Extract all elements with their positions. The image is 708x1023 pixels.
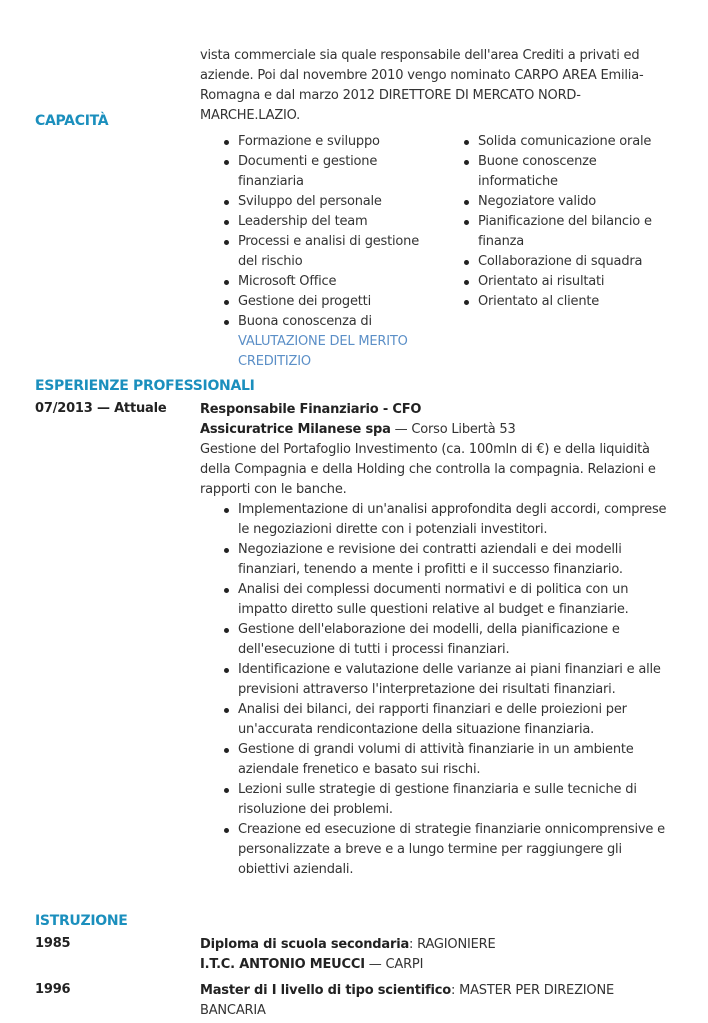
job-description: Gestione del Portafoglio Investimento (ca. 100mln di €) e della liquidità della Compagnia e della Holding che controlla la compagnia. Relazioni e rapporti con le banche. xyxy=(200,442,656,497)
education-heading: ISTRUZIONE xyxy=(35,913,128,929)
skill-prefix: Buona conoscenza di xyxy=(238,314,372,329)
degree-field: RAGIONIERE xyxy=(417,937,496,952)
education-entry xyxy=(200,981,675,1021)
company-name: Assicuratrice Milanese spa xyxy=(200,422,391,437)
job-title: Responsabile Finanziario - CFO xyxy=(200,402,422,417)
intro-paragraph xyxy=(200,46,675,126)
skill-item: Buone conoscenze informatiche xyxy=(440,152,628,192)
school-line xyxy=(200,955,675,975)
skill-item: Sviluppo del personale xyxy=(200,192,440,212)
skill-item: Microsoft Office xyxy=(200,272,440,292)
skills-list-right xyxy=(440,132,680,312)
skill-link[interactable]: VALUTAZIONE DEL MERITO CREDITIZIO xyxy=(238,334,408,369)
skill-item: Negoziatore valido xyxy=(440,192,680,212)
degree-line xyxy=(200,981,675,1021)
skill-item: Pianificazione del bilancio e finanza xyxy=(440,212,678,252)
education-entry xyxy=(200,935,675,975)
experience-heading: ESPERIENZE PROFESSIONALI xyxy=(35,378,255,394)
job-bullet: Implementazione di un'analisi approfondita degli accordi, comprese le negoziazioni dirette con i potenziali investitori. xyxy=(200,500,670,540)
company-location: Corso Libertà 53 xyxy=(411,422,516,437)
skill-item: Orientato ai risultati xyxy=(440,272,680,292)
education-year: 1996 xyxy=(35,982,71,997)
intro-line: Romagna e dal marzo 2012 DIRETTORE DI MERCATO NORD- xyxy=(200,88,581,103)
job-bullet: Lezioni sulle strategie di gestione finanziaria e sulle tecniche di risoluzione dei problemi. xyxy=(200,780,670,820)
school-separator: — xyxy=(364,957,386,972)
experience-entry xyxy=(200,400,675,880)
job-bullet: Identificazione e valutazione delle varianze ai piani finanziari e alle previsioni attraverso l'interpretazione dei risultati finanziari. xyxy=(200,660,670,700)
skills-list-left xyxy=(200,132,440,372)
school-name: I.T.C. ANTONIO MEUCCI xyxy=(200,957,365,972)
company-separator: — xyxy=(390,422,412,437)
intro-line: MARCHE.LAZIO. xyxy=(200,108,301,123)
school-city: CARPI xyxy=(385,957,424,972)
company-line xyxy=(200,420,675,440)
degree-colon: : xyxy=(450,983,460,998)
job-bullet: Gestione dell'elaborazione dei modelli, della pianificazione e dell'esecuzione di tutti i processi finanziari. xyxy=(200,620,670,660)
job-bullet: Creazione ed esecuzione di strategie finanziarie onnicomprensive e personalizzate a breve e a lungo termine per raggiungere gli obiettivi aziendali. xyxy=(200,820,670,880)
skill-item: Collaborazione di squadra xyxy=(440,252,680,272)
education-year: 1985 xyxy=(35,936,71,951)
job-bullet: Analisi dei complessi documenti normativi e di politica con un impatto diretto sulle questioni relative al budget e finanziarie. xyxy=(200,580,670,620)
degree-field: MASTER PER DIREZIONE BANCARIA xyxy=(200,983,614,1018)
job-bullet: Negoziazione e revisione dei contratti aziendali e dei modelli finanziari, tenendo a mente i profitti e il successo finanziario. xyxy=(200,540,670,580)
skill-item: Solida comunicazione orale xyxy=(440,132,680,152)
job-bullet: Gestione di grandi volumi di attività finanziarie in un ambiente aziendale frenetico e basato sui rischi. xyxy=(200,740,670,780)
intro-line: vista commerciale sia quale responsabile dell'area Crediti a privati ed xyxy=(200,48,640,63)
degree-line xyxy=(200,935,675,955)
degree-colon: : xyxy=(409,937,418,952)
job-bullet: Analisi dei bilanci, dei rapporti finanziari e delle proiezioni per un'accurata rendicontazione della situazione finanziaria. xyxy=(200,700,670,740)
job-bullets xyxy=(200,500,670,880)
experience-date: 07/2013 — Attuale xyxy=(35,401,167,416)
skill-item xyxy=(200,312,433,372)
skills-heading: CAPACITÀ xyxy=(35,113,109,129)
skill-item: Formazione e sviluppo xyxy=(200,132,440,152)
skill-item: Orientato al cliente xyxy=(440,292,680,312)
skill-item: Gestione dei progetti xyxy=(200,292,440,312)
degree-name: Diploma di scuola secondaria xyxy=(200,937,410,952)
intro-line: aziende. Poi dal novembre 2010 vengo nominato CARPO AREA Emilia- xyxy=(200,68,644,83)
skill-item: Documenti e gestione finanziaria xyxy=(200,152,398,192)
degree-name: Master di I livello di tipo scientifico xyxy=(200,983,451,998)
skill-item: Processi e analisi di gestione del rischio xyxy=(200,232,433,272)
skill-item: Leadership del team xyxy=(200,212,440,232)
